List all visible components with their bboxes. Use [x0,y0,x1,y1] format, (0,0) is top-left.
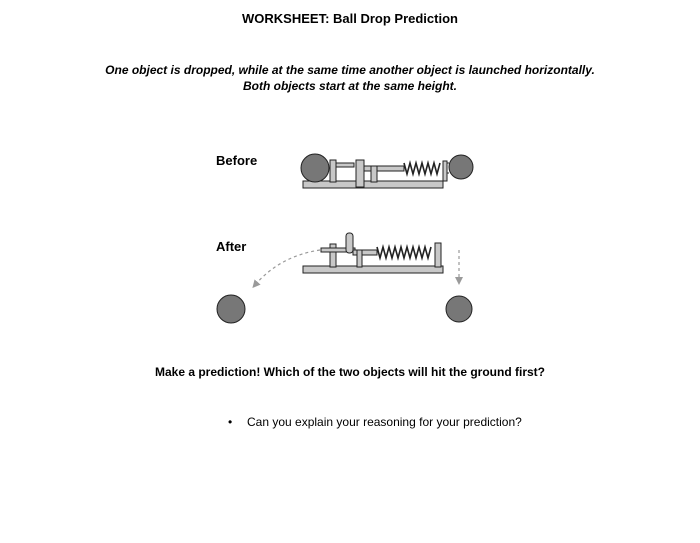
before-left-upright [330,160,336,182]
after-launched-ball [217,295,245,323]
before-release-pin [356,160,364,187]
before-left-ball [301,154,329,182]
worksheet-title: WORKSHEET: Ball Drop Prediction [242,11,458,26]
after-base-plate [303,266,443,273]
before-right-ball [449,155,473,179]
before-spring [404,163,440,174]
before-label: Before [216,153,258,168]
prediction-question: Make a prediction! Which of the two objects will hit the ground first? [154,365,545,379]
after-spring [377,247,431,258]
before-apparatus [301,154,473,188]
after-release-pin [346,233,353,253]
bullet-item [228,415,522,429]
before-rod [364,166,404,171]
bullet-symbol: • [228,415,233,429]
intro-line-1: One object is dropped, while at the same time another object is launched horizontally. [105,63,595,77]
after-apparatus [217,233,472,323]
after-dropped-ball [446,296,472,322]
bullet-text: Can you explain your reasoning for your prediction? [247,415,522,429]
after-label: After [216,239,247,254]
intro-line-2: Both objects start at the same height. [242,79,458,93]
